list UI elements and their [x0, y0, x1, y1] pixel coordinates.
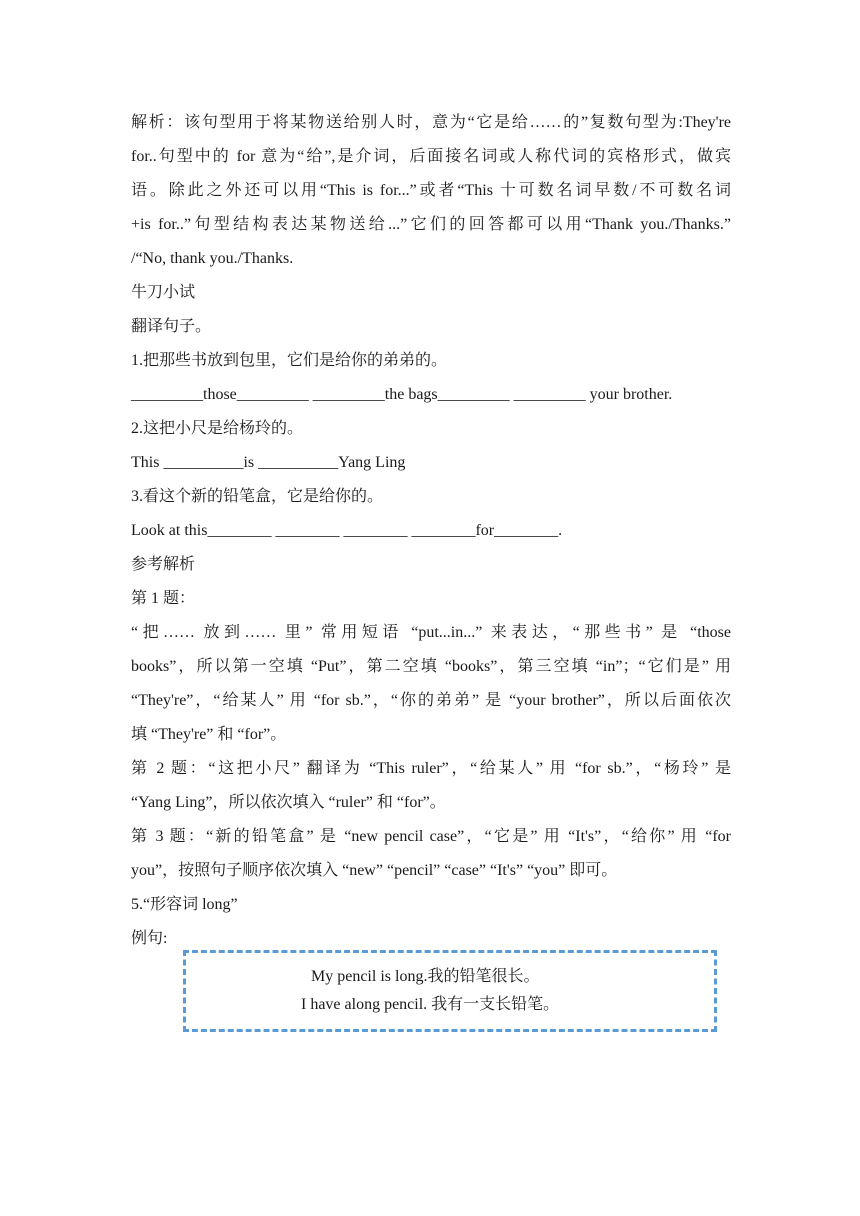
analysis-line-5: /“No, thank you./Thanks. [131, 250, 294, 267]
question-1-blanks: _________those_________ _________the bags_________ _________ your brother. [131, 386, 673, 403]
analysis-line-2: for..句型中的 for 意为“给”,是介词，后面接名词或人称代词的宾格形式，做宾 [131, 148, 731, 165]
section-5-title: 5.“形容词 long” [131, 896, 238, 913]
question-3-blanks: Look at this________ ________ ________ ________for________. [131, 522, 563, 539]
example-label: 例句: [131, 930, 168, 947]
question-3: 3.看这个新的铅笔盒，它是给你的。 [131, 488, 384, 505]
analysis-line-3: 语。除此之外还可以用“This is for...”或者“This 十可数名词早数/不可数名词 [131, 182, 731, 199]
analysis-line-1: 解析：该句型用于将某物送给别人时，意为“它是给……的”复数句型为:They're [131, 114, 731, 131]
reference-heading: 参考解析 [131, 556, 196, 573]
analysis-line-4: +is for..”句型结构表达某物送给...”它们的回答都可以用“Thank you./Thanks.” [131, 216, 731, 233]
reference-q3-line-2: you”，按照句子顺序依次填入 “new” “pencil” “case” “It's” “you” 即可。 [131, 862, 618, 879]
example-sentence-2: I have along pencil. 我有一支长铅笔。 [301, 996, 560, 1013]
example-sentence-1: My pencil is long.我的铅笔很长。 [311, 968, 540, 985]
reference-q1-line-1: “把…… 放到…… 里” 常用短语 “put...in...” 来表达，“那些书” 是 “those [131, 624, 731, 641]
reference-q1-line-2: books”，所以第一空填 “Put”，第二空填 “books”，第三空填 “in”；“它们是” 用 [131, 658, 731, 675]
reference-q3-line-1: 第 3 题：“新的铅笔盒” 是 “new pencil case”，“它是” 用 “It's”，“给你” 用 “for [131, 828, 731, 845]
practice-heading: 牛刀小试 [131, 284, 196, 301]
example-box [183, 950, 717, 1032]
question-2-blanks: This __________is __________Yang Ling [131, 454, 406, 471]
reference-q1-label: 第 1 题： [131, 590, 196, 607]
practice-instruction: 翻译句子。 [131, 318, 212, 335]
reference-q1-line-3: “They're”，“给某人” 用 “for sb.”，“你的弟弟” 是 “your brother”，所以后面依次 [131, 692, 731, 709]
reference-q2-line-2: “Yang Ling”，所以依次填入 “ruler” 和 “for”。 [131, 794, 446, 811]
question-2: 2.这把小尺是给杨玲的。 [131, 420, 304, 437]
document-body [131, 106, 731, 956]
reference-q1-line-4: 填 “They're” 和 “for”。 [131, 726, 287, 743]
reference-q2-line-1: 第 2 题：“这把小尺” 翻译为 “This ruler”，“给某人” 用 “for sb.”，“杨玲” 是 [131, 760, 731, 777]
question-1: 1.把那些书放到包里，它们是给你的弟弟的。 [131, 352, 448, 369]
